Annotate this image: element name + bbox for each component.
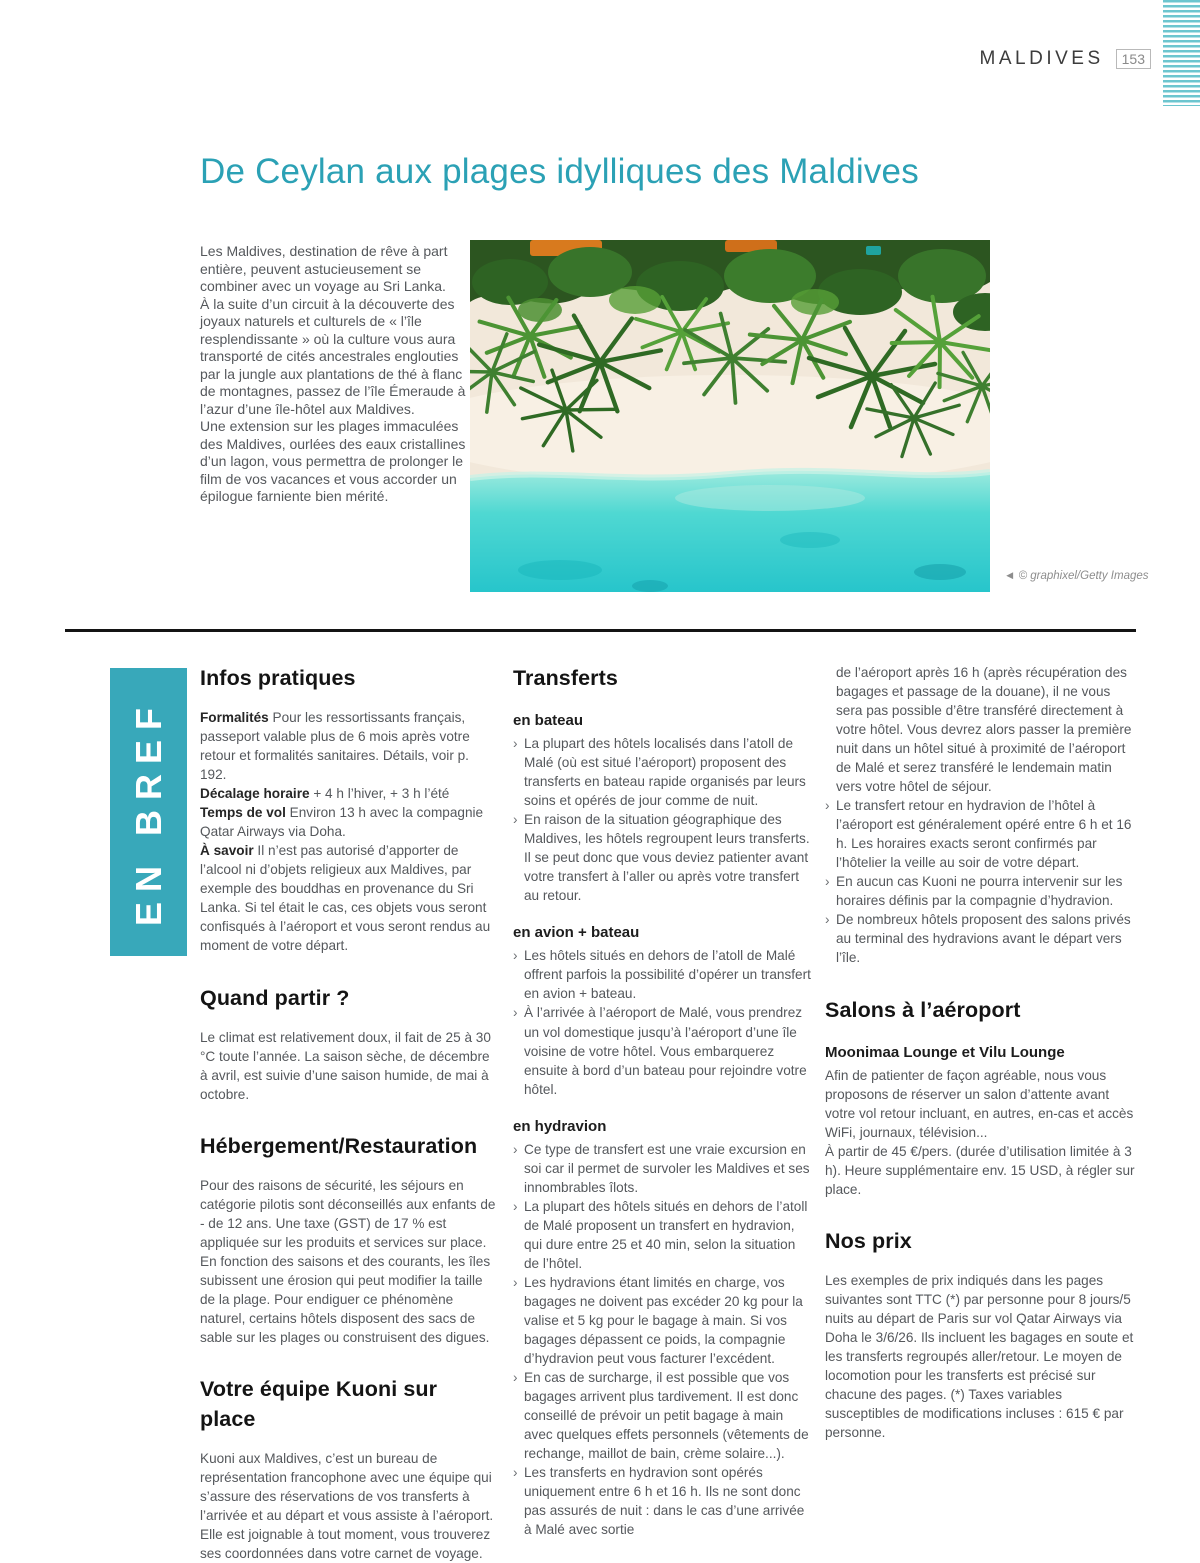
bullet-marker: › xyxy=(513,1274,518,1290)
heading-nos-prix: Nos prix xyxy=(825,1228,912,1253)
text-decalage: + 4 h l’hiver, + 3 h l’été xyxy=(309,786,450,802)
bullet-item xyxy=(513,1197,811,1273)
info-formalites xyxy=(200,708,497,784)
bullet-text: Les hôtels situés en dehors de l’atoll de Malé offrent parfois la possibilité d’opérer un transfert en avion + bateau. xyxy=(524,948,811,1002)
section-divider xyxy=(65,629,1136,632)
bullet-text: Le transfert retour en hydravion de l’hôtel à l’aéroport est généralement opéré entre 6 h et 16 h. Les horaires exacts seront confirmés par l’hôtelier la veille au soir de votre départ. xyxy=(836,798,1132,871)
bullet-marker: › xyxy=(825,874,830,890)
section-label: MALDIVES xyxy=(979,48,1104,69)
bullet-item xyxy=(513,1140,811,1197)
info-decalage xyxy=(200,784,497,803)
bullet-item xyxy=(513,1463,811,1539)
info-a-savoir xyxy=(200,841,497,955)
teal-stripes-decoration xyxy=(1163,0,1200,106)
en-bref-label: EN BREF xyxy=(127,697,169,926)
bullet-text: Ce type de transfert est une vraie excursion en soi car il permet de survoler les Maldives et ses innombrables îlots. xyxy=(524,1141,810,1195)
subheading-hydravion: en hydravion xyxy=(513,1117,607,1135)
info-temps-vol xyxy=(200,803,497,841)
hebergement-p2: En fonction des saisons et des courants, les îles subissent une érosion qui peut modifier la taille de la plage. Pour endiguer ce phénomène naturel, certains hôtels disposent des sacs de sable sur les plages ou construisent des digues. xyxy=(200,1253,491,1346)
bullets-suite xyxy=(825,796,1138,967)
bullet-text: En cas de surcharge, il est possible que vos bagages arrivent plus tardivement. Il est donc conseillé de prévoir un petit bagage à main avec quelques effets personnels (vêtements de rechange, maillot de bain, crème solaire...). xyxy=(524,1370,809,1462)
intro-paragraphs xyxy=(200,243,468,506)
bullet-marker: › xyxy=(513,1141,518,1157)
bullet-marker: › xyxy=(513,812,518,828)
photo-credit-text: © graphixel/Getty Images xyxy=(1018,570,1149,582)
beach-aerial-photo xyxy=(470,240,990,592)
heading-salons-aeroport: Salons à l’aéroport xyxy=(825,997,1021,1022)
heading-equipe-kuoni: Votre équipe Kuoni sur place xyxy=(200,1377,438,1432)
intro-p3: Une extension sur les plages immaculées des Maldives, ourlées des eaux cristallines d’un lagon, vous permettra de prolonger le film de vos vacances et vous accorder un épilogue farniente bien mérité. xyxy=(200,418,466,504)
bullet-item xyxy=(513,734,811,810)
column-suite-et-prix xyxy=(825,663,1138,1442)
heading-infos-pratiques: Infos pratiques xyxy=(200,666,356,690)
bullet-text: À l’arrivée à l’aéroport de Malé, vous prendrez un vol domestique jusqu’à l’aéroport d’une île voisine de votre hôtel. Vous embarquerez ensuite à bord d’un bateau pour rejoindre votre hôtel. xyxy=(524,1005,807,1097)
subheading-avion-bateau: en avion + bateau xyxy=(513,924,640,942)
bullet-text: En raison de la situation géographique des Maldives, les hôtels regroupent leurs transferts. Il se peut donc que vous deviez patienter avant votre transfert à l’aller ou après votre transfert au retour. xyxy=(524,812,810,904)
bullet-item xyxy=(513,810,811,905)
salons-p1: Afin de patienter de façon agréable, nous vous proposons de réserver un salon d’attente avant votre vol retour incluant, en autres, en-cas et accès WiFi, journaux, télévision... xyxy=(825,1067,1134,1140)
text-formalites: Pour les ressortissants français, passeport valable plus de 6 mois après votre retour et formalités sanitaires. Détails, voir p. 192. xyxy=(200,710,470,783)
bullet-item xyxy=(825,872,1138,910)
bullet-item xyxy=(513,946,811,1003)
intro-p2: À la suite d’un circuit à la découverte des joyaux naturels et culturels de « l’île resplendissante » où la culture vous aura transporté de cités ancestrales englouties par la jungle aux plantations de thé à flanc de montagnes, passez de l’île Émeraude à l’azur d’une île-hôtel aux Maldives. xyxy=(200,295,466,417)
intro-p1: Les Maldives, destination de rêve à part entière, peuvent astucieusement se combiner avec un voyage au Sri Lanka. xyxy=(200,243,448,294)
running-head xyxy=(980,48,1151,70)
hydravion-continuation: de l’aéroport après 16 h (après récupération des bagages et passage de la douane), il ne vous sera pas possible d’être transféré directement à votre hôtel. Vous devrez alors passer la première nuit dans un hôtel situé à proximité de l’aéroport de Malé et serez transféré le lendemain matin vers votre hôtel de séjour. xyxy=(836,665,1132,795)
column-transferts xyxy=(513,663,811,1539)
heading-quand-partir: Quand partir ? xyxy=(200,985,350,1010)
bullets-hydravion xyxy=(513,1140,811,1540)
bullet-marker: › xyxy=(513,1198,518,1214)
bullet-text: La plupart des hôtels localisés dans l’atoll de Malé (où est situé l’aéroport) proposent des transferts en bateau rapide organisés par leurs soins et opérés de jour comme de nuit. xyxy=(524,736,806,809)
bullet-item xyxy=(825,910,1138,967)
bullet-marker: › xyxy=(825,798,830,814)
label-formalites: Formalités xyxy=(200,710,269,726)
bullet-text: En aucun cas Kuoni ne pourra intervenir sur les horaires définis par la compagnie d’hydravion. xyxy=(836,874,1123,909)
bullet-item xyxy=(513,1003,811,1098)
bullet-marker: › xyxy=(513,1005,518,1021)
bullet-item xyxy=(825,796,1138,872)
bullet-marker: › xyxy=(513,736,518,752)
bullet-marker: › xyxy=(513,1370,518,1385)
bullets-en-bateau xyxy=(513,734,811,905)
label-decalage: Décalage horaire xyxy=(200,786,310,802)
subheading-lounges: Moonimaa Lounge et Vilu Lounge xyxy=(825,1043,1065,1061)
bullet-item xyxy=(513,1273,811,1368)
bullet-marker: › xyxy=(513,1465,518,1481)
caption-arrow-icon: ◄ xyxy=(1004,570,1016,582)
text-a-savoir: Il n’est pas autorisé d’apporter de l’alcool ni d’objets religieux aux Maldives, par exemple des bouddhas en provenance du Sri Lanka. Si tel était le cas, ces objets vous seront confisqués à l’aéroport et vous seront rendus au moment de votre départ. xyxy=(200,843,491,954)
hebergement-p1: Pour des raisons de sécurité, les séjours en catégorie pilotis sont déconseillés aux enfants de - de 12 ans. Une taxe (GST) de 17 % est appliquée sur les produits et services sur place. xyxy=(200,1177,496,1250)
heading-hebergement: Hébergement/Restauration xyxy=(200,1133,478,1158)
quand-partir-text: Le climat est relativement doux, il fait de 25 à 30 °C toute l’année. La saison sèche, de décembre à avril, est suivie d’une saison humide, de mai à octobre. xyxy=(200,1029,491,1102)
subheading-en-bateau: en bateau xyxy=(513,712,584,730)
bullet-text: Les hydravions étant limités en charge, vos bagages ne doivent pas excéder 20 kg pour la valise et 5 kg pour le bagage à main. Si vos bagages dépassent ce poids, la compagnie d’hydravion peut vous facturer l’excédent. xyxy=(524,1274,803,1366)
heading-transferts: Transferts xyxy=(513,666,618,690)
label-temps-vol: Temps de vol xyxy=(200,805,286,821)
page-number: 153 xyxy=(1116,49,1151,69)
nos-prix-text: Les exemples de prix indiqués dans les pages suivantes sont TTC (*) par personne pour 8 jours/5 nuits au départ de Paris sur vol Qatar Airways via Doha le 3/6/26. Ils incluent les bagages en soute et les transferts regroupés aller/retour. Le moyen de locomotion pour les transferts est précisé sur chacune des pages. (*) Taxes variables susceptibles de modifications incluses : 615 € par personne. xyxy=(825,1272,1134,1441)
page-title: De Ceylan aux plages idylliques des Maldives xyxy=(200,152,919,191)
beach-photo-illustration xyxy=(470,240,990,592)
bullet-marker: › xyxy=(825,912,830,928)
bullet-item xyxy=(513,1368,811,1463)
bullet-marker: › xyxy=(513,948,518,964)
en-bref-banner xyxy=(110,668,187,956)
label-a-savoir: À savoir xyxy=(200,843,254,859)
salons-p2: À partir de 45 €/pers. (durée d’utilisation limitée à 3 h). Heure supplémentaire env. 15 USD, à régler sur place. xyxy=(825,1143,1135,1197)
photo-credit xyxy=(1004,569,1164,584)
bullet-text: Les transferts en hydravion sont opérés uniquement entre 6 h et 16 h. Ils ne sont donc pas assurés de nuit : dans le cas d’une arrivée à Malé avec sortie xyxy=(524,1465,805,1538)
equipe-kuoni-text: Kuoni aux Maldives, c’est un bureau de représentation francophone avec une équipe qui s’assure des réservations de vos transferts à l’arrivée et au départ et vous assiste à l’aéroport. Elle est joignable à tout moment, vous trouverez ses coordonnées dans votre carnet de voyage. xyxy=(200,1451,494,1562)
text-temps-vol: Environ 13 h avec la compagnie Qatar Airways via Doha. xyxy=(200,805,484,840)
bullets-avion-bateau xyxy=(513,946,811,1098)
bullet-text: La plupart des hôtels situés en dehors de l’atoll de Malé proposent un transfert en hydravion, qui dure entre 25 et 40 min, selon la situation de l’hôtel. xyxy=(524,1198,808,1271)
column-infos-pratiques xyxy=(200,663,497,1563)
bullet-text: De nombreux hôtels proposent des salons privés au terminal des hydravions avant le départ vers l’île. xyxy=(836,912,1131,966)
